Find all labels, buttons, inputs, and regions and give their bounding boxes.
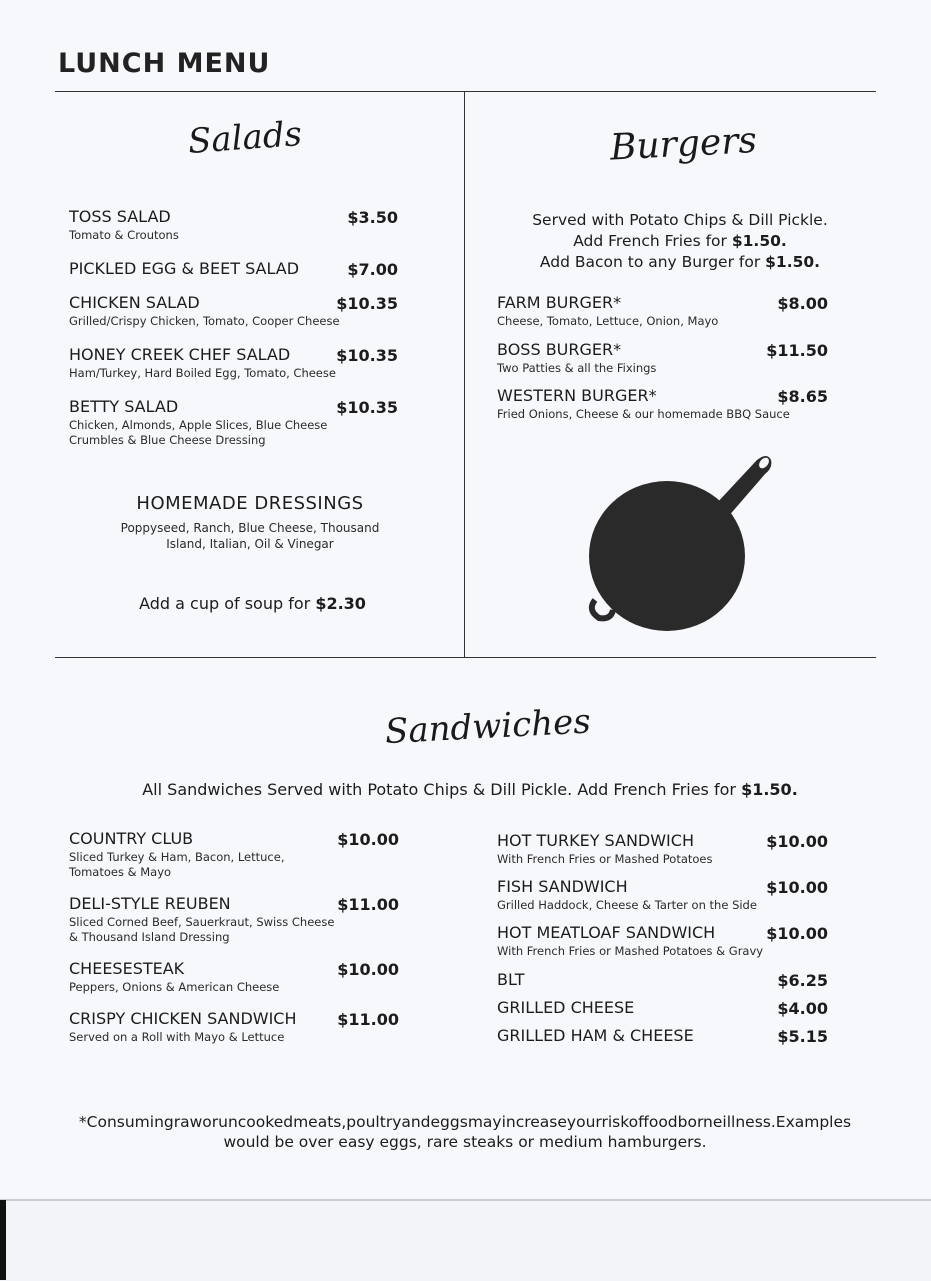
menu-item-price: $6.25 (777, 971, 828, 990)
menu-item-name: HONEY CREEK CHEF SALAD (69, 345, 291, 364)
menu-item-description: Ham/Turkey, Hard Boiled Egg, Tomato, Cheese (69, 366, 336, 380)
menu-item-name: BETTY SALAD (69, 397, 179, 416)
menu-item-name: FISH SANDWICH (497, 877, 628, 896)
menu-item-name: GRILLED CHEESE (497, 998, 635, 1017)
disclaimer-line2: would be over easy eggs, rare steaks or medium hamburgers. (223, 1133, 707, 1151)
menu-item-name: PICKLED EGG & BEET SALAD (69, 259, 300, 278)
burgers-heading: Burgers (609, 120, 758, 169)
menu-item-description: Fried Onions, Cheese & our homemade BBQ Sauce (497, 407, 790, 421)
dressings-heading: HOMEMADE DRESSINGS (136, 493, 364, 514)
menu-item-name: COUNTRY CLUB (69, 829, 194, 848)
soup-addon (110, 593, 395, 614)
cast-iron-skillet-icon (585, 450, 780, 635)
menu-item-price: $10.35 (336, 346, 398, 365)
top-divider (55, 91, 876, 92)
menu-item-price: $8.00 (777, 294, 828, 313)
burgers-fries-text: Add French Fries for (573, 232, 727, 250)
menu-item-name: WESTERN BURGER* (497, 386, 657, 405)
menu-item-description: Sliced Turkey & Ham, Bacon, Lettuce, Tomatoes & Mayo (69, 850, 285, 879)
scan-edge-shadow (0, 1200, 6, 1280)
menu-item-name: GRILLED HAM & CHEESE (497, 1026, 694, 1045)
soup-addon-price: $2.30 (315, 594, 366, 613)
menu-item-price: $10.00 (766, 878, 828, 897)
burgers-intro-line1: Served with Potato Chips & Dill Pickle. (532, 211, 828, 229)
menu-item-price: $11.50 (766, 341, 828, 360)
menu-item-price: $10.00 (766, 832, 828, 851)
menu-item-price: $11.00 (337, 1010, 399, 1029)
salads-heading: Salads (186, 114, 304, 162)
menu-item-price: $5.15 (777, 1027, 828, 1046)
menu-item-description: Peppers, Onions & American Cheese (69, 980, 280, 994)
menu-item-description: Cheese, Tomato, Lettuce, Onion, Mayo (497, 314, 719, 328)
menu-item-description: Two Patties & all the Fixings (497, 361, 657, 375)
menu-item-price: $10.00 (337, 960, 399, 979)
sandwiches-intro (100, 779, 840, 800)
burgers-intro (505, 210, 855, 273)
menu-item-name: BLT (497, 970, 525, 989)
sandwiches-intro-price: $1.50. (741, 780, 798, 799)
dressings-list: Poppyseed, Ranch, Blue Cheese, Thousand Island, Italian, Oil & Vinegar (120, 521, 380, 551)
page-title: LUNCH MENU (58, 48, 271, 79)
burgers-intro-line2 (505, 231, 855, 252)
menu-item-description: Grilled Haddock, Cheese & Tarter on the Side (497, 898, 757, 912)
menu-item-price: $11.00 (337, 895, 399, 914)
menu-item-name: CRISPY CHICKEN SANDWICH (69, 1009, 297, 1028)
menu-item-price: $10.35 (336, 398, 398, 417)
menu-item-description: Served on a Roll with Mayo & Lettuce (69, 1030, 285, 1044)
food-safety-disclaimer (70, 1112, 860, 1152)
column-divider (464, 91, 465, 658)
menu-item-description: With French Fries or Mashed Potatoes & Gravy (497, 944, 764, 958)
menu-item-price: $10.00 (766, 924, 828, 943)
menu-item-name: FARM BURGER* (497, 293, 622, 312)
burgers-fries-price: $1.50. (731, 232, 787, 250)
menu-item-price: $8.65 (777, 387, 828, 406)
middle-divider (55, 657, 876, 658)
menu-item-price: $3.50 (347, 208, 398, 227)
menu-item-description: Chicken, Almonds, Apple Slices, Blue Cheese Crumbles & Blue Cheese Dressing (69, 418, 328, 447)
menu-item-description: With French Fries or Mashed Potatoes (497, 852, 713, 866)
menu-item-description: Sliced Corned Beef, Sauerkraut, Swiss Cheese & Thousand Island Dressing (69, 915, 335, 944)
menu-item-name: DELI-STYLE REUBEN (69, 894, 231, 913)
menu-item-price: $10.00 (337, 830, 399, 849)
disclaimer-line1: *Consumingraworuncookedmeats,poultryandeggsmayincreaseyourriskoffoodborneillness.Examples (78, 1113, 852, 1131)
sandwiches-intro-text: All Sandwiches Served with Potato Chips & Dill Pickle. Add French Fries for (142, 780, 736, 799)
burgers-bacon-text: Add Bacon to any Burger for (539, 253, 761, 271)
menu-item-name: BOSS BURGER* (497, 340, 622, 359)
menu-item-name: HOT TURKEY SANDWICH (497, 831, 694, 850)
menu-item-description: Tomato & Croutons (69, 228, 179, 242)
menu-item-price: $4.00 (777, 999, 828, 1018)
menu-item-price: $10.35 (336, 294, 398, 313)
soup-addon-text: Add a cup of soup for (139, 594, 311, 613)
menu-item-name: TOSS SALAD (69, 207, 171, 226)
menu-item-name: HOT MEATLOAF SANDWICH (497, 923, 716, 942)
burgers-bacon-price: $1.50. (765, 253, 821, 271)
menu-item-description: Grilled/Crispy Chicken, Tomato, Cooper Cheese (69, 314, 340, 328)
scan-margin (0, 1200, 931, 1281)
menu-item-name: CHICKEN SALAD (69, 293, 200, 312)
menu-item-name: CHEESESTEAK (69, 959, 185, 978)
menu-item-price: $7.00 (347, 260, 398, 279)
sandwiches-heading: Sandwiches (384, 701, 592, 753)
burgers-intro-line3 (505, 252, 855, 273)
